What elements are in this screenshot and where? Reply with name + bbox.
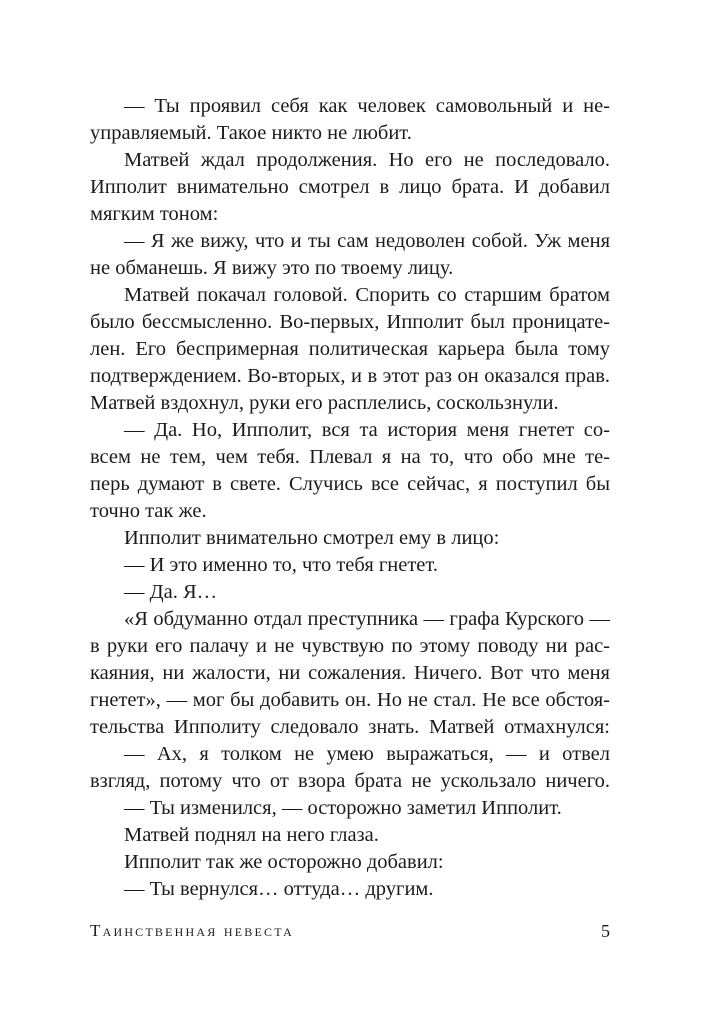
text-line: Матвей покачал головой. Спорить со старшим братом bbox=[124, 284, 610, 306]
text-line: Ипполит внимательно смотрел в лицо брата. И добавил bbox=[90, 176, 610, 198]
page-number: 5 bbox=[601, 921, 610, 941]
text-line: Ипполит так же осторожно добавил: bbox=[124, 851, 444, 873]
text-line: лен. Его беспримерная политическая карьера была тому bbox=[90, 338, 610, 360]
text-line: — Я же вижу, что и ты сам недоволен собой. Уж меня bbox=[124, 230, 610, 252]
text-line: не обманешь. Я вижу это по твоему лицу. bbox=[90, 257, 454, 279]
text-line: Матвей ждал продолжения. Но его не последовало. bbox=[124, 149, 610, 171]
text-line: каяния, ни жалости, ни сожаления. Ничего. Вот что меня bbox=[90, 662, 610, 684]
text-line: управляемый. Такое никто не любит. bbox=[90, 122, 412, 144]
text-line: было бессмысленно. Во-первых, Ипполит был проницате- bbox=[90, 311, 610, 333]
text-line: мягким тоном: bbox=[90, 203, 219, 225]
text-line: гнетет», — мог бы добавить он. Но не стал. Не все обстоя- bbox=[90, 689, 610, 711]
text-line: — Ах, я толком не умею выражаться, — и отвел bbox=[124, 743, 610, 765]
text-line: «Я обдуманно отдал преступника — графа Курского — bbox=[124, 608, 610, 630]
text-line: — Ты проявил себя как человек самовольный и не- bbox=[124, 95, 610, 117]
text-line: тельства Ипполиту следовало знать. Матвей отмахнулся: bbox=[90, 716, 610, 738]
text-line: Ипполит внимательно смотрел ему в лицо: bbox=[124, 527, 500, 549]
text-line: Матвей вздохнул, руки его расплелись, соскользнули. bbox=[90, 392, 559, 414]
text-line: — Ты изменился, — осторожно заметил Ипполит. bbox=[124, 797, 562, 819]
text-line: подтверждением. Во-вторых, и в этот раз он оказался прав. bbox=[90, 365, 610, 387]
text-line: точно так же. bbox=[90, 500, 207, 522]
text-line: в руки его палачу и не чувствую по этому поводу ни рас- bbox=[90, 635, 610, 657]
text-line: — И это именно то, что тебя гнетет. bbox=[124, 554, 438, 576]
text-line: — Ты вернулся… оттуда… другим. bbox=[124, 878, 434, 900]
text-line: — Да. Я… bbox=[124, 581, 218, 603]
text-line: — Да. Но, Ипполит, вся та история меня гнетет со- bbox=[124, 419, 610, 441]
running-footer-title: Таинственная невеста bbox=[90, 921, 295, 940]
text-line: перь думают в свете. Случись все сейчас, я поступил бы bbox=[90, 473, 610, 495]
text-line: Матвей поднял на него глаза. bbox=[124, 824, 379, 846]
text-line: взгляд, потому что от взора брата не ускользало ничего. bbox=[90, 770, 610, 792]
text-line: всем не тем, чем тебя. Плевал я на то, что обо мне те- bbox=[90, 446, 610, 468]
